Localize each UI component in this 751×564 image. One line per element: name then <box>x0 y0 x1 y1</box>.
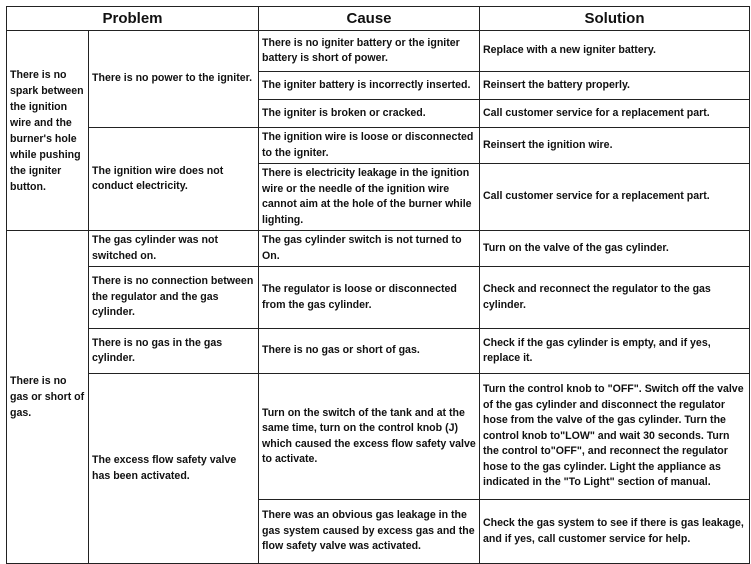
cause-cell: There is no gas or short of gas. <box>259 329 480 374</box>
cause-cell: The regulator is loose or disconnected from the gas cylinder. <box>259 267 480 329</box>
header-cause: Cause <box>259 7 480 31</box>
detail-cell: The excess flow safety valve has been activated. <box>89 374 259 564</box>
cause-cell: There is electricity leakage in the ignition wire or the needle of the ignition wire cannot aim at the hole of the burner while lighting. <box>259 164 480 231</box>
solution-cell: Turn the control knob to "OFF". Switch off the valve of the gas cylinder and disconnect the regulator hose from the valve of the gas cylinder. Turn the control knob to"LOW" and wait 30 seconds. Turn the control to"OFF", and reconnect the regulator hose to the gas cylinder. Light the appliance as indicated in the "To Light" section of manual. <box>480 374 750 500</box>
cause-cell: The igniter battery is incorrectly inserted. <box>259 72 480 100</box>
solution-cell: Turn on the valve of the gas cylinder. <box>480 231 750 267</box>
cause-cell: The ignition wire is loose or disconnected to the igniter. <box>259 128 480 164</box>
solution-cell: Call customer service for a replacement part. <box>480 164 750 231</box>
table-row <box>7 31 750 72</box>
troubleshooting-table <box>6 6 750 564</box>
table-row <box>7 267 750 329</box>
detail-cell: There is no gas in the gas cylinder. <box>89 329 259 374</box>
detail-cell: The ignition wire does not conduct electricity. <box>89 128 259 231</box>
detail-cell: The gas cylinder was not switched on. <box>89 231 259 267</box>
table-row <box>7 128 750 164</box>
cause-cell: There was an obvious gas leakage in the gas system caused by excess gas and the flow safety valve was activated. <box>259 500 480 564</box>
cause-cell: The gas cylinder switch is not turned to On. <box>259 231 480 267</box>
solution-cell: Replace with a new igniter battery. <box>480 31 750 72</box>
problem-cell: There is no gas or short of gas. <box>7 231 89 564</box>
solution-cell: Reinsert the battery properly. <box>480 72 750 100</box>
cause-cell: There is no igniter battery or the igniter battery is short of power. <box>259 31 480 72</box>
header-solution: Solution <box>480 7 750 31</box>
solution-cell: Reinsert the ignition wire. <box>480 128 750 164</box>
detail-cell: There is no power to the igniter. <box>89 31 259 128</box>
detail-cell: There is no connection between the regulator and the gas cylinder. <box>89 267 259 329</box>
solution-cell: Check the gas system to see if there is gas leakage, and if yes, call customer service for help. <box>480 500 750 564</box>
solution-cell: Check and reconnect the regulator to the gas cylinder. <box>480 267 750 329</box>
table-row <box>7 231 750 267</box>
header-row <box>7 7 750 31</box>
solution-cell: Call customer service for a replacement part. <box>480 100 750 128</box>
table-row <box>7 374 750 500</box>
cause-cell: Turn on the switch of the tank and at the same time, turn on the control knob (J) which caused the excess flow safety valve to activate. <box>259 374 480 500</box>
problem-cell: There is no spark between the ignition wire and the burner's hole while pushing the igniter button. <box>7 31 89 231</box>
table-row <box>7 329 750 374</box>
solution-cell: Check if the gas cylinder is empty, and if yes, replace it. <box>480 329 750 374</box>
header-problem: Problem <box>7 7 259 31</box>
cause-cell: The igniter is broken or cracked. <box>259 100 480 128</box>
